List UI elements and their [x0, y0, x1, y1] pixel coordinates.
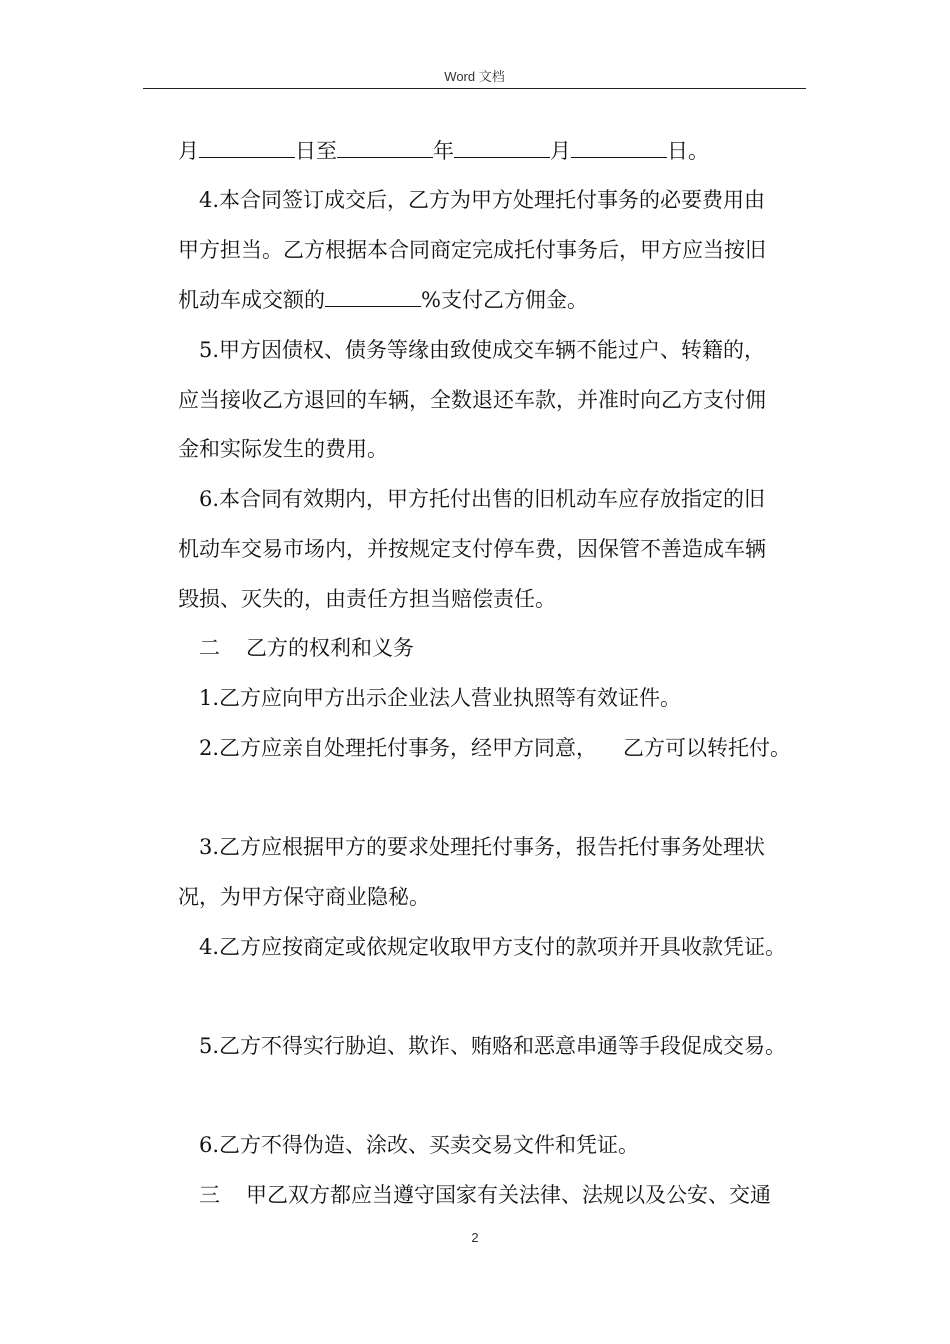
section-heading: 二 乙方的权利和义务: [199, 636, 414, 660]
text-line: 毁损、灭失的，由责任方担当赔偿责任。: [178, 587, 556, 611]
text-line: 甲方担当。乙方根据本合同商定完成托付事务后，甲方应当按旧: [178, 238, 766, 262]
text-line: 金和实际发生的费用。: [178, 437, 388, 461]
text-line: 5.乙方不得实行胁迫、欺诈、贿赂和恶意串通等手段促成交易。: [199, 1034, 787, 1058]
section-heading: 三 甲乙双方都应当遵守国家有关法律、法规以及公安、交通: [199, 1183, 771, 1207]
header-title: Word 文档: [444, 69, 505, 84]
text-line: 5.甲方因债权、债务等缘由致使成交车辆不能过户、转籍的，: [199, 338, 766, 362]
fill-blank: [199, 137, 295, 158]
text-line: 4.乙方应按商定或依规定收取甲方支付的款项并开具收款凭证。: [199, 935, 787, 959]
text-line: 机动车成交额的 %支付乙方佣金。: [178, 288, 588, 312]
text-line: 机动车交易市场内，并按规定支付停车费，因保管不善造成车辆: [178, 537, 766, 561]
text-line: 况，为甲方保守商业隐秘。: [178, 885, 430, 909]
page-number: 2: [471, 1230, 479, 1245]
page-header: [143, 66, 806, 89]
text-line: 月 日至 年 月 日。: [178, 139, 709, 163]
text-line: 6.乙方不得伪造、涂改、买卖交易文件和凭证。: [199, 1133, 640, 1157]
fill-blank: [337, 137, 433, 158]
text-line: 2.乙方应亲自处理托付事务，经甲方同意， 乙方可以转托付。: [199, 736, 792, 760]
text-line: 6.本合同有效期内，甲方托付出售的旧机动车应存放指定的旧: [199, 487, 766, 511]
text-line: 1.乙方应向甲方出示企业法人营业执照等有效证件。: [199, 686, 682, 710]
text-line: 3.乙方应根据甲方的要求处理托付事务，报告托付事务处理状: [199, 835, 766, 859]
text-line: 4.本合同签订成交后，乙方为甲方处理托付事务的必要费用由: [199, 188, 766, 212]
text-line: 应当接收乙方退回的车辆，全数退还车款，并准时向乙方支付佣: [178, 388, 766, 412]
fill-blank: [325, 286, 421, 307]
fill-blank: [454, 137, 550, 158]
fill-blank: [571, 137, 667, 158]
